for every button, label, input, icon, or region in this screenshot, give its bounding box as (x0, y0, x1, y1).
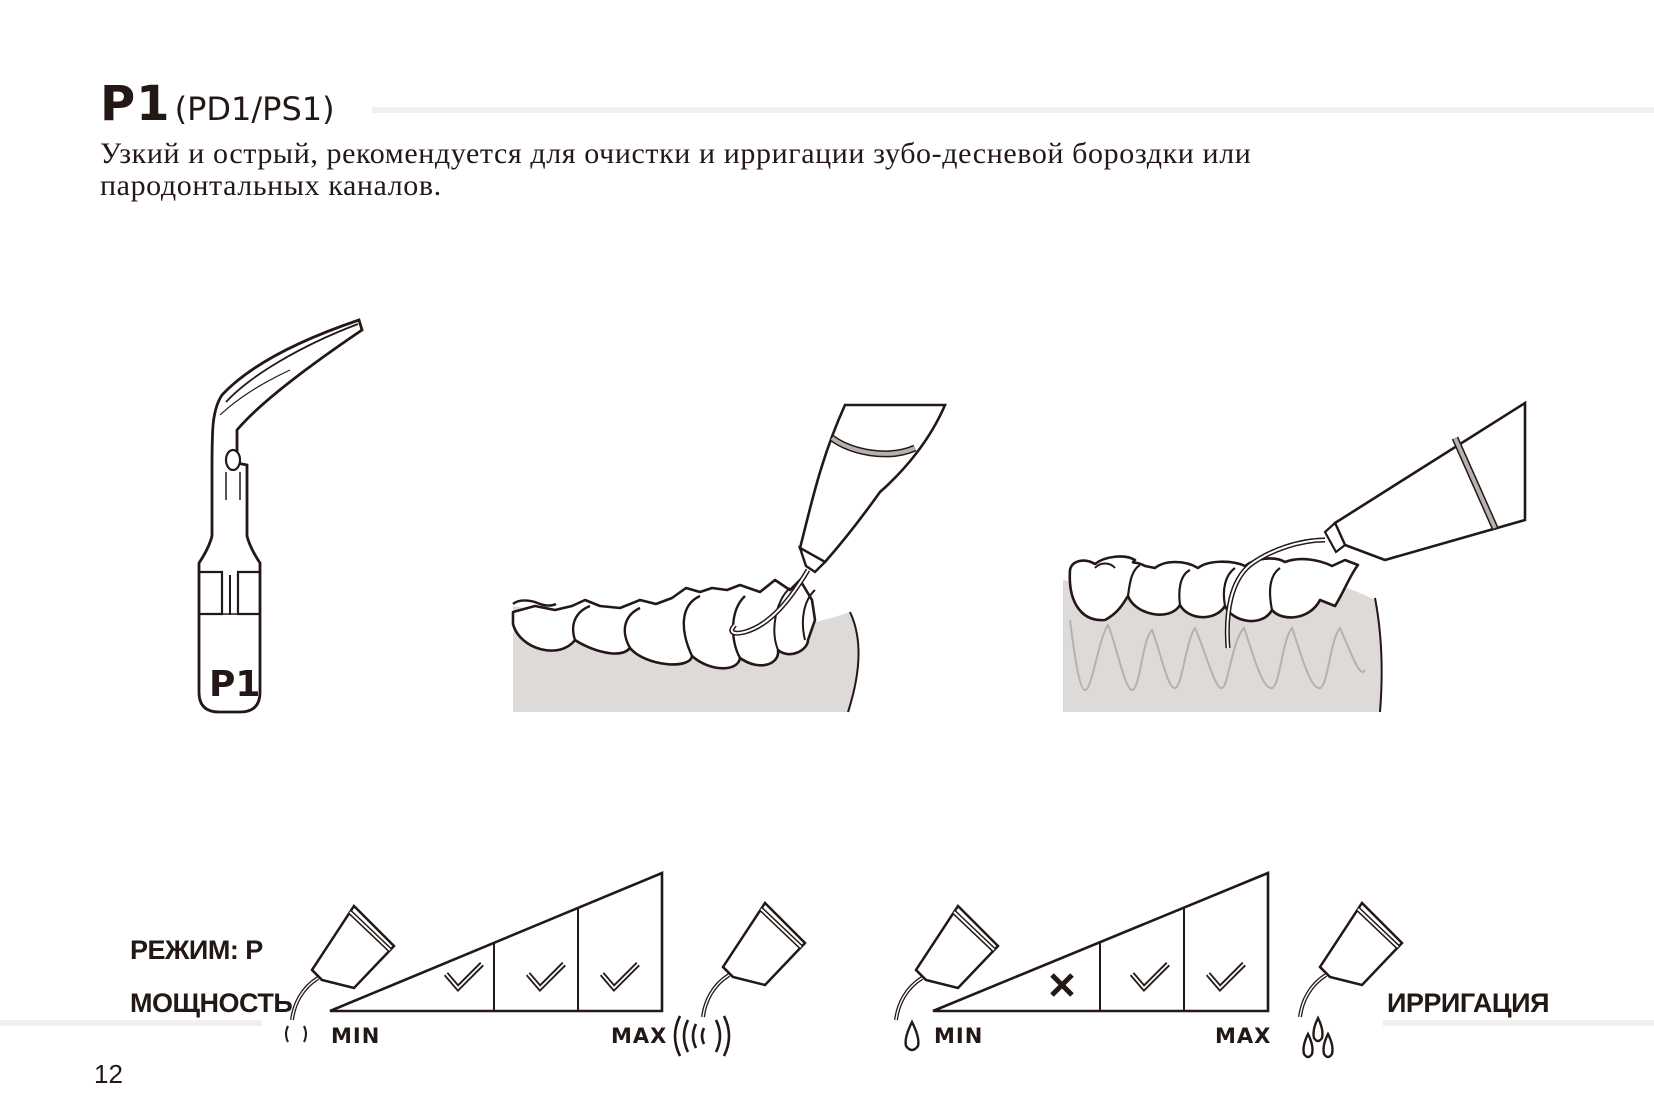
page-number: 12 (94, 1059, 123, 1089)
teeth-illustration-buccal (513, 405, 945, 712)
vibration-low-icon (286, 1026, 288, 1042)
model-name: P1 (100, 76, 171, 132)
power-min-label: MIN (331, 1024, 381, 1048)
handpiece-max-power-icon (703, 903, 805, 1017)
footer-rule-left (0, 1020, 262, 1026)
scaler-tip-illustration (199, 320, 362, 712)
irrigation-max-label: MAX (1215, 1024, 1272, 1048)
vibration-high-icon (675, 1016, 729, 1056)
power-label: МОЩНОСТЬ (130, 988, 293, 1018)
model-variants: (PD1/PS1) (174, 90, 335, 128)
irrigation-label: ИРРИГАЦИЯ (1387, 988, 1549, 1018)
power-max-label: MAX (611, 1024, 668, 1048)
footer-rule-right (1383, 1020, 1654, 1026)
droplets-high-icon (1304, 1018, 1333, 1057)
irrigation-min-label: MIN (934, 1024, 984, 1048)
tip-description: Узкий и острый, рекомендуется для очистки и ирригации зубо-десневой бороздки или пародонтальных каналов. (100, 137, 1252, 202)
teeth-illustration-lingual (1063, 403, 1525, 712)
tip-label: P1 (209, 664, 261, 705)
power-mode-label: РЕЖИМ: P (130, 935, 263, 965)
droplet-low-icon (906, 1022, 919, 1050)
